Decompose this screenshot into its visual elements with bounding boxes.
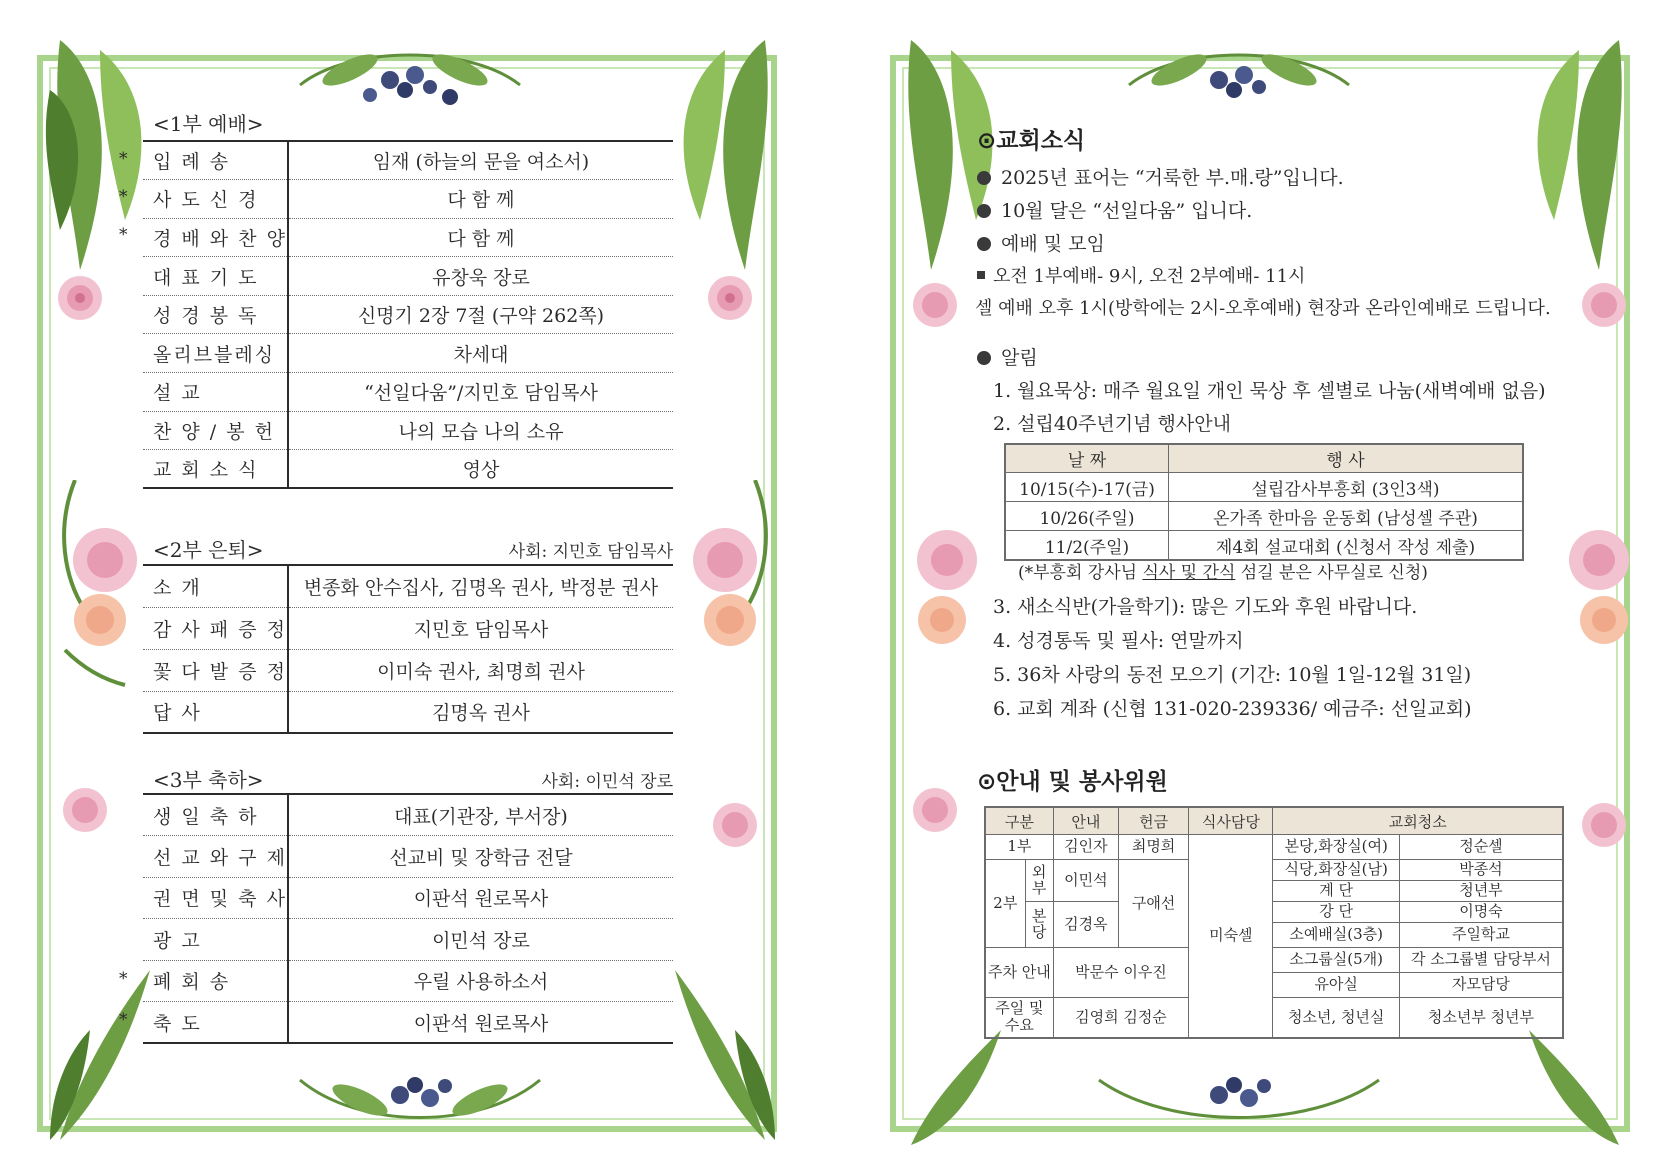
order-label: [143, 836, 288, 878]
svc-header-guide: 안내: [1053, 807, 1118, 835]
order-row: [143, 373, 673, 412]
berry-garland-bottom-decoration: [290, 1040, 550, 1150]
svc-clean-who: 이명숙: [1399, 902, 1563, 923]
order-row: [143, 141, 673, 180]
part2-order-table: [143, 564, 673, 734]
svc-2bu-main-label: 본당: [1025, 902, 1053, 948]
event-name: 온가족 한마음 운동회 (남성셀 주관): [1169, 502, 1524, 531]
svc-clean-who: 정순셀: [1399, 835, 1563, 860]
berry-garland-bottom-decoration: [1089, 1040, 1389, 1150]
svc-parking-label: 주차 안내: [985, 948, 1053, 998]
notice-6: 6. 교회 계좌 (신협 131-020-239336/ 예금주: 선일교회): [993, 698, 1472, 720]
order-value: 유창욱 장로: [288, 257, 673, 296]
svc-1bu-label: 1부: [985, 835, 1053, 860]
svc-sunday-value: 김영희 김정순: [1053, 998, 1188, 1038]
event-name: 제4회 설교대회 (신청서 작성 제출): [1169, 531, 1524, 561]
service-volunteer-table: [984, 806, 1564, 1039]
rose-left-top-decoration: [50, 268, 110, 328]
part1-title: <1부 예배>: [153, 112, 264, 136]
order-value: 이미숙 권사, 최명희 권사: [288, 649, 673, 691]
order-row: [143, 960, 673, 1002]
svc-clean-place: 강 단: [1273, 902, 1399, 923]
leaf-corner-top-right-decoration: [1519, 30, 1639, 290]
order-row: [143, 565, 673, 607]
rose-right-top-decoration: [700, 268, 760, 328]
svc-clean-place: 식당,화장실(남): [1273, 860, 1399, 881]
order-value: 나의 모습 나의 소유: [288, 411, 673, 450]
order-label: [143, 565, 288, 607]
order-label-text: 올리브블레싱: [153, 343, 276, 366]
order-value: 대표(기관장, 부서장): [288, 794, 673, 836]
order-label-text: 답 사: [153, 702, 202, 725]
order-label-text: 찬 양 / 봉 헌: [153, 420, 275, 443]
svc-2bu-outside-label: 외부: [1025, 860, 1053, 902]
svc-2bu-main-guide: 김경옥: [1053, 902, 1118, 948]
svc-1bu-offering: 최명희: [1118, 835, 1188, 860]
order-row: [143, 649, 673, 691]
order-label-text: 폐 회 송: [153, 971, 231, 994]
order-label-text: 대 표 기 도: [153, 266, 259, 289]
svc-2bu-offering: 구애선: [1118, 860, 1188, 948]
notice-4: 4. 성경통독 및 필사: 연말까지: [993, 630, 1244, 652]
berry-garland-top-decoration: [1119, 25, 1359, 125]
svc-clean-place: 소예배실(3층): [1273, 923, 1399, 948]
order-row: [143, 218, 673, 257]
order-label-text: 감 사 패 증 정: [153, 618, 287, 641]
part3-order-table: [119, 793, 673, 1044]
order-value: 영상: [462, 459, 500, 482]
order-label: [119, 218, 288, 257]
standing-mark: *: [119, 225, 130, 246]
order-label-text: 교 회 소 식: [153, 459, 259, 482]
order-label: [143, 334, 288, 373]
order-label: [143, 450, 288, 489]
part2-header: [153, 534, 673, 560]
svc-parking-value: 박문수 이우진: [1053, 948, 1188, 998]
part3-host: 사회: 이민석 장로: [541, 772, 673, 792]
svc-clean-place: 유아실: [1273, 973, 1399, 998]
svc-sunday-label: 주일 및 수요: [985, 998, 1053, 1038]
news-bullet-1-text: 2025년 표어는 “거룩한 부.매.랑”입니다.: [1001, 167, 1344, 189]
order-label-text: 생 일 축 하: [153, 805, 259, 828]
news-bullet-2: [977, 196, 1252, 223]
news-bullet-2-text: 10월 달은 “선일다움” 입니다.: [1001, 200, 1253, 222]
part3-title: <3부 축하>: [153, 768, 264, 792]
order-label-text: 권 면 및 축 사: [153, 888, 287, 911]
order-value: 신명기 2장 7절 (구약 262쪽): [288, 295, 673, 334]
order-label: [143, 691, 288, 733]
bullet-dot-icon: [977, 351, 991, 365]
order-row: [143, 334, 673, 373]
rose-left-bottom-decoration: [55, 780, 115, 840]
leaf-corner-bottom-right-decoration: [665, 950, 785, 1150]
order-label-text: 광 고: [153, 929, 202, 952]
order-label: [143, 257, 288, 296]
notice-3: 3. 새소식반(가을학기): 많은 기도와 후원 바랍니다.: [993, 596, 1418, 618]
revival-note: [1018, 558, 1428, 583]
bullet-dot-icon: [977, 204, 991, 218]
svc-clean-who: 박종석: [1399, 860, 1563, 881]
order-row: [143, 1002, 673, 1044]
leaf-corner-top-left-decoration: [40, 30, 160, 290]
order-row: [143, 877, 673, 919]
order-row: [143, 794, 673, 836]
notice-1: 1. 월요묵상: 매주 월요일 개인 묵상 후 셀별로 나눔(새벽예배 없음): [993, 380, 1546, 402]
notice-5: 5. 36차 사랑의 동전 모으기 (기간: 10월 1일-12월 31일): [993, 664, 1472, 686]
order-value: 지민호 담임목사: [288, 607, 673, 649]
news-bullet-1: [977, 163, 1344, 190]
order-row: [143, 919, 673, 961]
order-label-text: 성 경 봉 독: [153, 305, 259, 328]
leaf-corner-bottom-right-decoration: [1519, 1020, 1639, 1150]
service-title: ⊙안내 및 봉사위원: [977, 769, 1168, 795]
rose-right-bottom-decoration: [705, 795, 765, 855]
news-bullet-3-text: 예배 및 모임: [1001, 233, 1105, 255]
order-value: 우릴 사용하소서: [288, 960, 673, 1002]
revival-note-post: 섬길 분은 사무실로 신청): [1235, 563, 1428, 583]
part1-header: [153, 108, 673, 134]
news-title: ⊙교회소식: [977, 128, 1086, 154]
rose-left-top-decoration: [905, 275, 965, 335]
rose-cluster-right-decoration: [675, 480, 785, 690]
standing-mark: *: [119, 186, 130, 207]
order-label-text: 입 례 송: [153, 151, 231, 174]
part2-host: 사회: 지민호 담임목사: [508, 542, 673, 562]
svc-clean-who: 청년부: [1399, 881, 1563, 902]
rose-cluster-left-decoration: [45, 480, 155, 690]
order-label-text: 선 교 와 구 제: [153, 846, 287, 869]
news-bullet-3-sub: [977, 262, 1305, 288]
svc-clean-who: 자모담당: [1399, 973, 1563, 998]
svc-header-offering: 헌금: [1118, 807, 1188, 835]
news-bullet-3-sub-text: 오전 1부예배- 9시, 오전 2부예배- 11시: [993, 266, 1306, 287]
order-label: [119, 180, 288, 219]
leaf-corner-top-right-decoration: [665, 30, 785, 290]
svc-clean-place: 청소년, 청년실: [1273, 998, 1399, 1038]
standing-mark: *: [119, 148, 130, 169]
order-label: [119, 1002, 288, 1044]
news-bullet-4: [977, 343, 1038, 370]
part1-order-table: [119, 140, 673, 489]
rose-cluster-right-decoration: [1549, 490, 1649, 680]
event-row: [1005, 473, 1523, 502]
order-value: 이판석 원로목사: [288, 877, 673, 919]
leaf-corner-bottom-left-decoration: [40, 950, 160, 1150]
order-value: 차세대: [288, 334, 673, 373]
event-name: 설립감사부흥회 (3인3색): [1169, 473, 1524, 502]
news-bullet-3-line2: 셀 예배 오후 1시(방학에는 2시-오후예배) 현장과 온라인예배로 드립니다.: [975, 298, 1551, 319]
order-label: [119, 141, 288, 180]
event-header-event: 행 사: [1169, 444, 1524, 473]
order-value: 임재 (하늘의 문을 여소서): [288, 141, 673, 180]
order-value: 김명옥 권사: [432, 702, 530, 725]
order-label: [143, 411, 288, 450]
order-value: 이판석 원로목사: [413, 1012, 549, 1035]
rose-right-top-decoration: [1574, 275, 1634, 335]
svc-clean-who: 주일학교: [1399, 923, 1563, 948]
news-bullet-4-text: 알림: [1001, 347, 1038, 369]
svc-clean-who: 각 소그룹별 담당부서: [1399, 948, 1563, 973]
event-date: 10/15(수)-17(금): [1005, 473, 1169, 502]
svc-header-cleaning: 교회청소: [1273, 807, 1563, 835]
order-row: [143, 836, 673, 878]
event-header-date: 날 짜: [1005, 444, 1169, 473]
order-label: [143, 295, 288, 334]
svc-meal-cell: 미숙셀: [1189, 835, 1273, 1038]
order-label-text: 꽃 다 발 증 정: [153, 660, 287, 683]
order-label: [143, 373, 288, 412]
event-row: [1005, 531, 1523, 561]
news-bullet-3: [977, 229, 1105, 256]
order-label: [143, 877, 288, 919]
standing-mark: *: [119, 1010, 130, 1030]
rose-right-bottom-decoration: [1574, 795, 1634, 855]
order-label: [143, 649, 288, 691]
order-value: 다 함 께: [288, 218, 673, 257]
revival-note-underlined: 식사 및 간식: [1142, 563, 1236, 583]
svc-clean-place: 계 단: [1273, 881, 1399, 902]
order-value: “선일다움”/지민호 담임목사: [288, 373, 673, 412]
order-value: 다 함 께: [288, 180, 673, 219]
revival-note-pre: (*부흥회 강사님: [1018, 563, 1143, 583]
order-row: [143, 295, 673, 334]
order-row: [143, 180, 673, 219]
order-label-text: 경 배 와 찬 양: [153, 227, 287, 250]
order-row: [143, 411, 673, 450]
part2-title: <2부 은퇴>: [153, 538, 264, 562]
event-date: 10/26(주일): [1005, 502, 1169, 531]
order-row: [143, 450, 673, 489]
order-row: [143, 691, 673, 733]
order-label: [143, 794, 288, 836]
order-label-text: 설 교: [153, 382, 202, 405]
svc-2bu-label: 2부: [985, 860, 1025, 948]
order-row: [143, 257, 673, 296]
svc-2bu-outside-guide: 이민석: [1053, 860, 1118, 902]
square-bullet-icon: [977, 271, 985, 279]
svc-header-meal: 식사담당: [1189, 807, 1273, 835]
bullet-dot-icon: [977, 171, 991, 185]
svc-clean-place: 소그룹실(5개): [1273, 948, 1399, 973]
order-label: [119, 960, 288, 1002]
order-label: [143, 607, 288, 649]
svc-clean-place: 본당,화장실(여): [1273, 835, 1399, 860]
svc-1bu-guide: 김인자: [1053, 835, 1118, 860]
event-row: [1005, 502, 1523, 531]
bullet-dot-icon: [977, 237, 991, 251]
svc-clean-who: 청소년부 청년부: [1399, 998, 1563, 1038]
anniversary-event-table: [1004, 443, 1524, 561]
rose-left-bottom-decoration: [905, 780, 965, 840]
order-label-text: 소 개: [153, 576, 202, 599]
order-label-text: 사 도 신 경: [153, 189, 259, 212]
notice-2: 2. 설립40주년기념 행사안내: [993, 413, 1231, 435]
part3-header: [153, 764, 673, 790]
order-value: 이민석 장로: [288, 919, 673, 961]
order-label: [143, 919, 288, 961]
order-value: 선교비 및 장학금 전달: [288, 836, 673, 878]
standing-mark: *: [119, 968, 130, 989]
order-value: 변종화 안수집사, 김명옥 권사, 박정분 권사: [288, 565, 673, 607]
order-row: [143, 607, 673, 649]
event-date: 11/2(주일): [1005, 531, 1169, 561]
leaf-corner-bottom-left-decoration: [891, 1020, 1011, 1150]
order-label-text: 축 도: [153, 1012, 202, 1035]
svc-header-group: 구분: [985, 807, 1053, 835]
rose-cluster-left-decoration: [897, 490, 997, 680]
